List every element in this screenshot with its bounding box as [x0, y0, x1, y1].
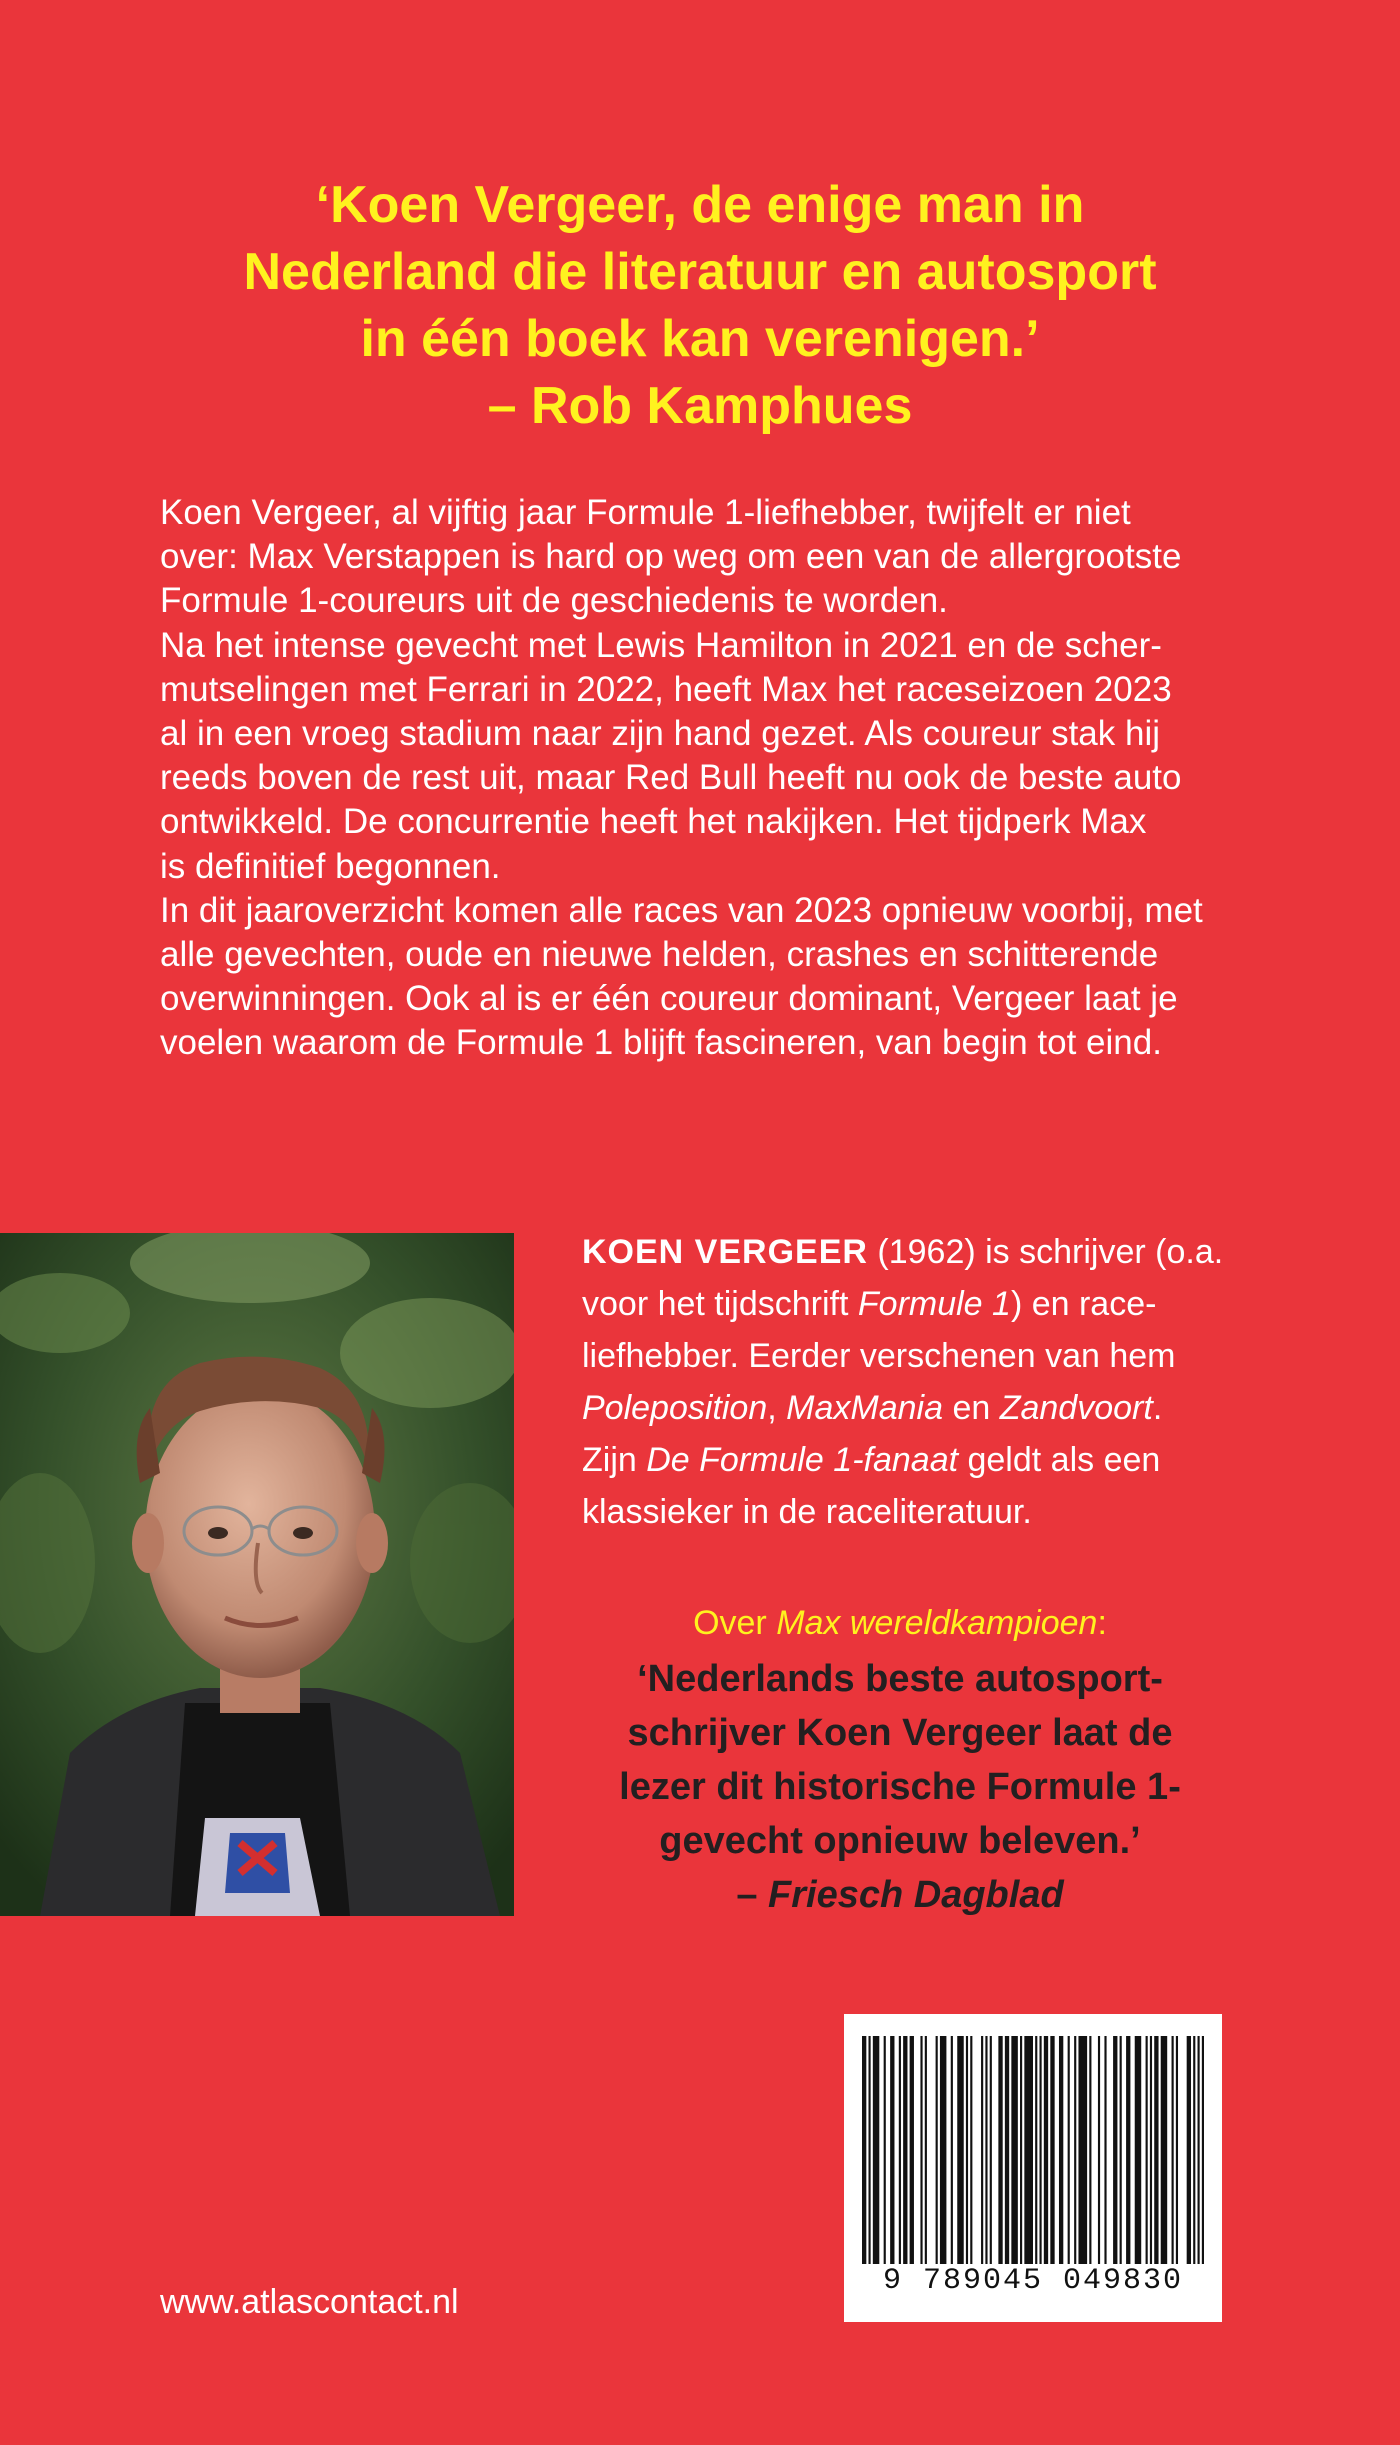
blurb-paragraph: [160, 624, 1240, 889]
blurb-line: Na het intense gevecht met Lewis Hamilton in 2021 en de scher-: [160, 625, 1162, 665]
press-quote-source: [560, 1868, 1240, 1922]
isbn-barcode: [844, 2014, 1222, 2322]
barcode-bar: [884, 2036, 886, 2264]
book-title: Zandvoort: [999, 1389, 1153, 1427]
barcode-bar: [862, 2036, 866, 2264]
barcode-bar: [957, 2036, 963, 2264]
press-book-title: Max wereldkampioen: [776, 1604, 1098, 1642]
barcode-bar: [1020, 2036, 1022, 2264]
barcode-bar: [1176, 2036, 1178, 2264]
barcode-bar: [1050, 2036, 1054, 2264]
barcode-bar: [981, 2036, 983, 2264]
press-quote-line: schrijver Koen Vergeer laat de: [627, 1712, 1173, 1754]
press-quote-text: [560, 1652, 1240, 1922]
barcode-bar: [1005, 2036, 1009, 2264]
barcode-bar: [1187, 2036, 1191, 2264]
barcode-bar: [940, 2036, 946, 2264]
blurb-paragraph: [160, 491, 1240, 624]
press-quote: [560, 1594, 1240, 1922]
blurb: [160, 491, 1240, 1066]
bio-text: (1962) is schrijver (o.a.: [867, 1233, 1224, 1271]
barcode-bar: [970, 2036, 972, 2264]
barcode-bar: [1035, 2036, 1037, 2264]
barcode-bar: [903, 2036, 907, 2264]
blurb-line: Koen Vergeer, al vijftig jaar Formule 1-liefhebber, twijfelt er niet: [160, 493, 1131, 532]
barcode-bar: [936, 2036, 938, 2264]
barcode-bar: [1202, 2036, 1204, 2264]
bio-text: .: [1152, 1389, 1163, 1427]
magazine-title: Formule 1: [857, 1285, 1011, 1323]
blurb-line: alle gevechten, oude en nieuwe helden, crashes en schitterende: [160, 935, 1159, 975]
book-title: MaxMania: [786, 1389, 943, 1427]
isbn-number: 9 789045 049830: [882, 2264, 1184, 2298]
barcode-bar: [1098, 2036, 1100, 2264]
barcode-bar: [1150, 2036, 1152, 2264]
blurb-line: In dit jaaroverzicht komen alle races van 2023 opnieuw voorbij, met: [160, 890, 1203, 930]
author-bio: [582, 1226, 1222, 1538]
barcode-bar: [1044, 2036, 1048, 2264]
barcode-bar: [1089, 2036, 1091, 2264]
barcode-bar: [951, 2036, 953, 2264]
book-title: De Formule 1-fanaat: [646, 1441, 959, 1479]
bio-text: geldt als een: [958, 1441, 1161, 1479]
publisher-website[interactable]: www.atlascontact.nl: [160, 2283, 459, 2321]
bio-text: en: [943, 1389, 1000, 1427]
top-quote-line: ‘Koen Vergeer, de enige man in: [315, 176, 1085, 234]
barcode-bar: [910, 2036, 914, 2264]
blurb-line: voelen waarom de Formule 1 blijft fascineren, van begin tot eind.: [160, 1023, 1162, 1063]
barcode-bar: [868, 2036, 870, 2264]
top-quote-attribution: – Rob Kamphues: [487, 377, 913, 435]
author-name: KOEN VERGEER: [582, 1233, 868, 1271]
barcode-bar: [1104, 2036, 1106, 2264]
barcode-bar: [1154, 2036, 1158, 2264]
bio-line: klassieker in de raceliteratuur.: [582, 1493, 1032, 1531]
press-intro: [560, 1594, 1240, 1652]
barcode-bar: [1068, 2036, 1070, 2264]
top-quote-line: in één boek kan verenigen.’: [360, 310, 1040, 368]
blurb-line: ontwikkeld. De concurrentie heeft het nakijken. Het tijdperk Max: [160, 802, 1147, 842]
top-quote: [150, 172, 1250, 440]
barcode-bar: [1078, 2036, 1087, 2264]
barcode-bar: [966, 2036, 968, 2264]
barcode-bar: [1024, 2036, 1033, 2264]
barcode-bar: [1074, 2036, 1076, 2264]
press-quote-line: lezer dit historische Formule 1-: [619, 1766, 1181, 1808]
barcode-bar: [890, 2036, 894, 2264]
barcode-bar: [925, 2036, 927, 2264]
barcode-bar: [1059, 2036, 1063, 2264]
barcode-bar: [873, 2036, 879, 2264]
blurb-line: al in een vroeg stadium naar zijn hand gezet. Als coureur stak hij: [160, 714, 1161, 754]
bio-line: liefhebber. Eerder verschenen van hem: [582, 1337, 1176, 1375]
bio-line: [582, 1226, 1222, 1278]
blurb-paragraph: [160, 889, 1240, 1066]
blurb-line: over: Max Verstappen is hard op weg om een van de allergrootste: [160, 537, 1182, 577]
blurb-line: overwinningen. Ook al is er één coureur dominant, Vergeer laat je: [160, 979, 1178, 1019]
author-photo: [0, 1233, 514, 1916]
press-intro-prefix: Over: [693, 1604, 777, 1642]
barcode-bar: [985, 2036, 987, 2264]
blurb-line: Formule 1-coureurs uit de geschiedenis te worden.: [160, 581, 948, 621]
barcode-bar: [1198, 2036, 1200, 2264]
bio-line: [582, 1382, 1222, 1434]
barcode-bar: [1172, 2036, 1174, 2264]
barcode-bar: [1113, 2036, 1117, 2264]
barcode-bar: [899, 2036, 901, 2264]
bio-text: ) en race-: [1010, 1285, 1157, 1323]
bio-text: voor het tijdschrift: [582, 1285, 858, 1323]
press-quote-line: gevecht opnieuw beleven.’: [659, 1820, 1141, 1862]
press-quote-line: ‘Nederlands beste autosport-: [637, 1658, 1163, 1700]
bio-text: Zijn: [582, 1441, 647, 1479]
barcode-bar: [998, 2036, 1002, 2264]
press-source-name: Friesch Dagblad: [768, 1874, 1064, 1916]
barcode-bar: [1161, 2036, 1167, 2264]
barcode-bar: [1193, 2036, 1195, 2264]
barcode-bar: [1146, 2036, 1148, 2264]
blurb-line: is definitief begonnen.: [160, 846, 501, 886]
barcode-bar: [1126, 2036, 1130, 2264]
book-title: Poleposition: [582, 1389, 768, 1427]
barcode-bar: [1120, 2036, 1122, 2264]
blurb-line: mutselingen met Ferrari in 2022, heeft Max het raceseizoen 2023: [160, 669, 1172, 709]
bio-text: ,: [767, 1389, 787, 1427]
barcode-bars: [862, 2036, 1204, 2264]
press-intro-suffix: :: [1097, 1604, 1107, 1642]
top-quote-line: Nederland die literatuur en autosport: [243, 243, 1157, 301]
bio-line: [582, 1278, 1222, 1330]
barcode-bar: [1011, 2036, 1017, 2264]
barcode-bar: [920, 2036, 922, 2264]
barcode-bar: [990, 2036, 992, 2264]
bio-line: [582, 1434, 1222, 1486]
author-portrait-illustration: [0, 1233, 514, 1916]
press-source-dash: –: [736, 1874, 769, 1916]
barcode-bar: [1135, 2036, 1141, 2264]
barcode-bar: [1039, 2036, 1041, 2264]
blurb-line: reeds boven de rest uit, maar Red Bull heeft nu ook de beste auto: [160, 758, 1182, 798]
